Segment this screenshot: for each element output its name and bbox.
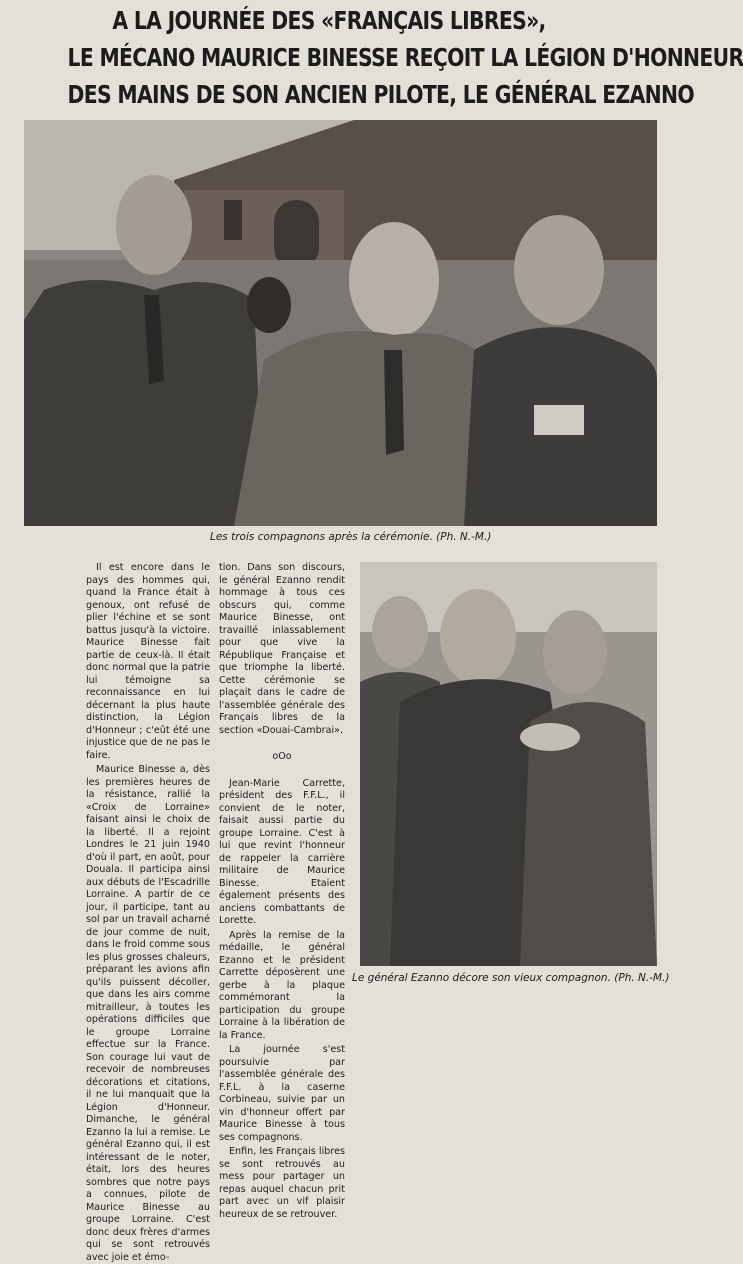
headline-line-2: LE MÉCANO MAURICE BINESSE REÇOIT LA LÉGION D'HONNEUR bbox=[67, 43, 743, 72]
headline-line-1: A LA JOURNÉE DES «FRANÇAIS LIBRES», bbox=[112, 6, 546, 35]
article-column-1 bbox=[86, 562, 210, 1263]
article-paragraph: tion. Dans son discours, le général Ezanno rendit hommage à tous ces obscurs qui, comme Maurice Binesse, ont travaillé inlassablement pour que vive la République Française et que triomphe la liberté. Cette cérémonie se plaçait dans le cadre de l'assemblée générale des Français libres de la section «Douai-Cambrai». bbox=[219, 562, 345, 736]
caption-bottom-photo: Le général Ezanno décore son vieux compagnon. (Ph. N.-M.) bbox=[352, 972, 670, 984]
article-paragraph: Après la remise de la médaille, le général Ezanno et le président Carrette déposèrent une gerbe à la plaque commémorant la participation du groupe Lorraine à la libération de la France. bbox=[219, 929, 345, 1041]
headline-line-3: DES MAINS DE SON ANCIEN PILOTE, LE GÉNÉRAL EZANNO bbox=[67, 80, 695, 109]
article-column-2 bbox=[219, 562, 345, 1220]
section-separator: oOo bbox=[272, 751, 292, 762]
caption-top-photo: Les trois compagnons après la cérémonie. (Ph. N.-M.) bbox=[210, 531, 492, 543]
article-paragraph: Maurice Binesse a, dès les premières heures de la résistance, rallié la «Croix de Lorraine» faisant ainsi le choix de la liberté. Il a rejoint Londres le 21 juin 1940 d'où il part, en août, pour Douala. Il participa ainsi aux débuts de l'Escadrille Lorraine. A partir de ce jour, il participe, tant au sol par un travail acharné de jour comme de nuit, dans le froid comme sous les plus grosses chaleurs, préparant les avions afin qu'ils puissent décoller, que dans les airs comme mitrailleur, à toutes les opérations difficiles que le groupe Lorraine effectue sur la France. Son courage lui vaut de recevoir de nombreuses décorations et citations, il ne lui manquait que la Légion d'Honneur. Dimanche, le général Ezanno la lui a remise. Le général Ezanno qui, il est intéressant de le noter, était, lors des heures sombres que notre pays a connues, pilote de Maurice Binesse au groupe Lorraine. C'est donc deux frères d'armes qui se sont retrouvés avec joie et émo- bbox=[86, 764, 210, 1263]
photo-medal-ceremony bbox=[360, 562, 657, 966]
article-paragraph: Il est encore dans le pays des hommes qui, quand la France était à genoux, ont refusé de plier l'échine et se sont battus jusqu'à la victoire. Maurice Binesse fait partie de ceux-là. Il était donc normal que la patrie lui témoigne sa reconnaissance en lui décernant la plus haute distinction, la Légion d'Honneur ; c'eût été une injustice que de ne pas le faire. bbox=[86, 562, 210, 761]
photo-three-companions bbox=[24, 120, 657, 526]
article-paragraph: Enfin, les Français libres se sont retrouvés au mess pour partager un repas auquel chacun prit part avec un vif plaisir heureux de se retrouver. bbox=[219, 1146, 345, 1220]
headline bbox=[67, 2, 743, 113]
article-paragraph: La journée s'est poursuivie par l'assemblée générale des F.F.L. à la caserne Corbineau, suivie par un vin d'honneur offert par Maurice Binesse à tous ses compagnons. bbox=[219, 1044, 345, 1143]
article-paragraph: Jean-Marie Carrette, président des F.F.L., il convient de le noter, faisait aussi partie du groupe Lorraine. C'est à lui que revint l'honneur de rappeler la carrière militaire de Maurice Binesse. Etaient également présents des anciens combattants de Lorette. bbox=[219, 777, 345, 926]
